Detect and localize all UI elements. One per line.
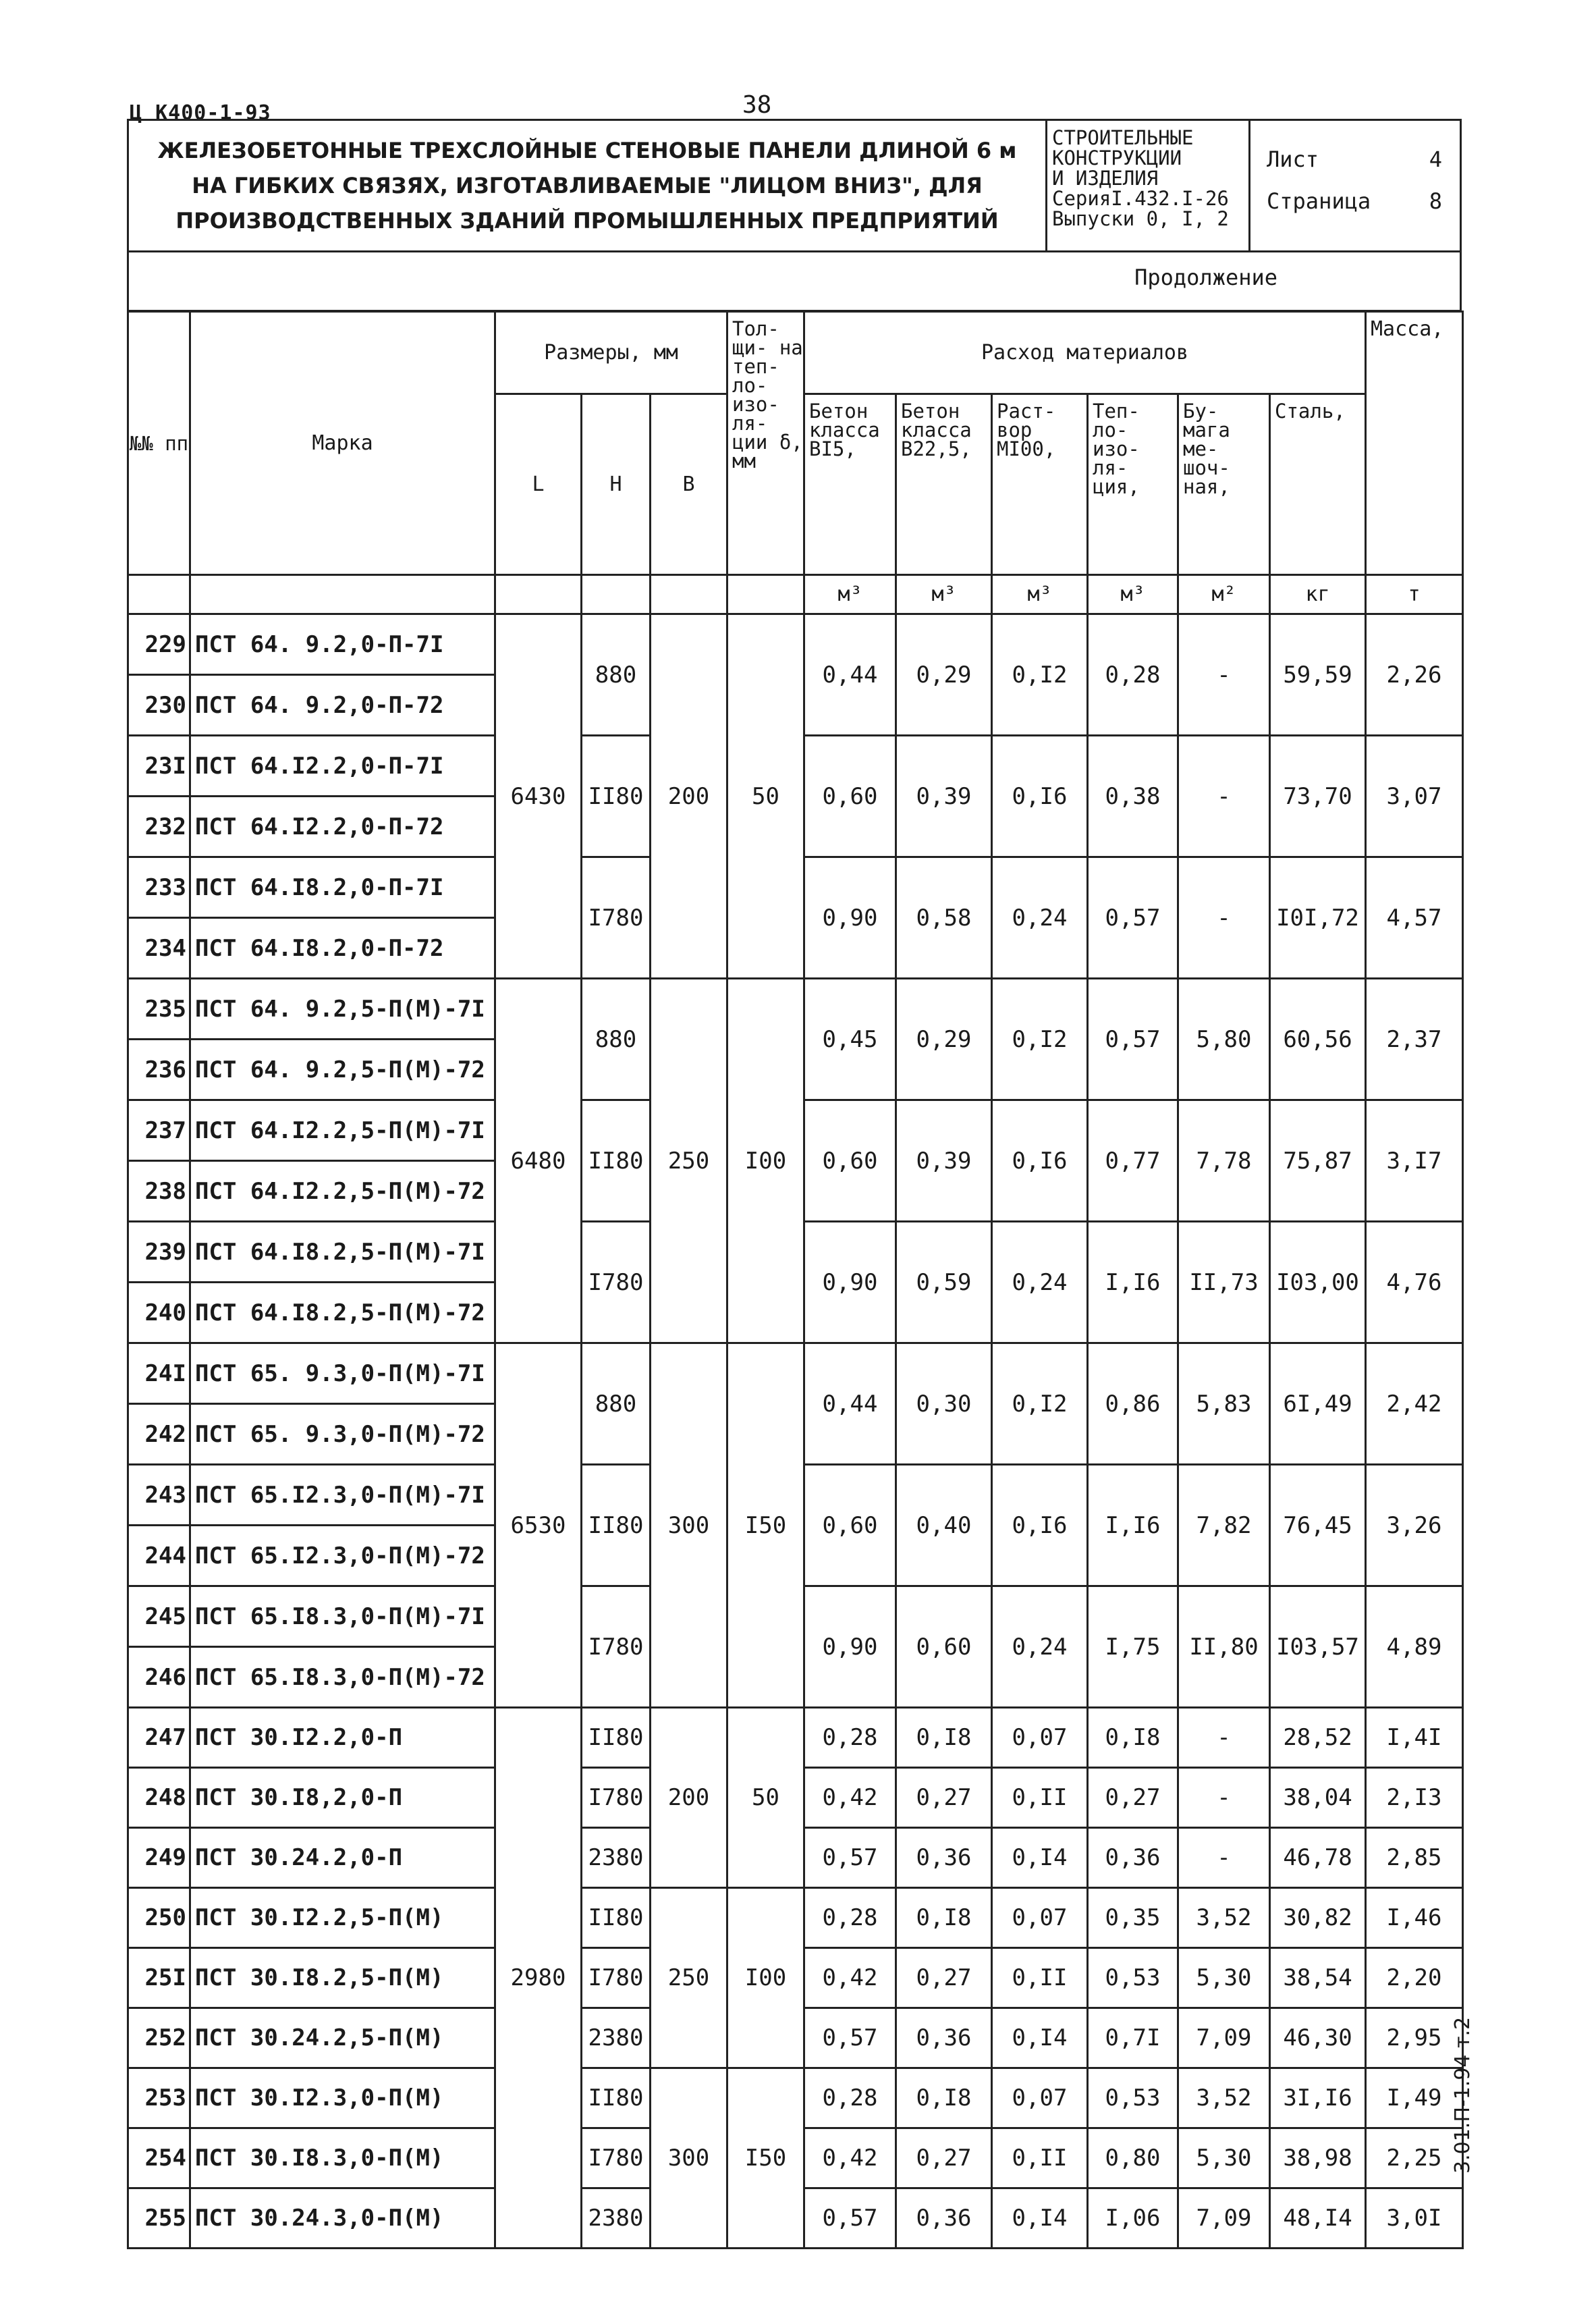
mass: 3,0I bbox=[1366, 2188, 1463, 2249]
header-paper: Бу- мага ме- шоч- ная, bbox=[1178, 394, 1270, 575]
insulation: I,I6 bbox=[1088, 1222, 1178, 1343]
row-number: 25I bbox=[128, 1948, 190, 2008]
mass: I,4I bbox=[1366, 1708, 1463, 1768]
steel: I0I,72 bbox=[1270, 857, 1366, 979]
row-number: 242 bbox=[128, 1404, 190, 1465]
mass: 2,26 bbox=[1366, 614, 1463, 736]
row-mark: ПСТ 30.24.2,5-П(М) bbox=[190, 2008, 495, 2068]
unit-m3: м³ bbox=[992, 575, 1088, 614]
row-mark: ПСТ 30.I2.2,0-П bbox=[190, 1708, 495, 1768]
insulation: 0,27 bbox=[1088, 1768, 1178, 1828]
mortar: 0,24 bbox=[992, 1222, 1088, 1343]
insulation: 0,80 bbox=[1088, 2128, 1178, 2188]
width-B: 200 bbox=[651, 1708, 727, 1888]
steel: 46,30 bbox=[1270, 2008, 1366, 2068]
mass: 3,26 bbox=[1366, 1465, 1463, 1586]
header-mass: Масса, bbox=[1366, 312, 1463, 575]
paper: - bbox=[1178, 736, 1270, 857]
row-mark: ПСТ 64.I2.2,5-П(М)-7I bbox=[190, 1100, 495, 1161]
mass: 3,I7 bbox=[1366, 1100, 1463, 1222]
length-L: 6430 bbox=[495, 614, 582, 979]
title-block bbox=[127, 119, 1462, 252]
row-mark: ПСТ 65. 9.3,0-П(М)-72 bbox=[190, 1404, 495, 1465]
length-L: 2980 bbox=[495, 1708, 582, 2249]
document-code: Ц К400-1-93 bbox=[130, 101, 271, 125]
row-number: 245 bbox=[128, 1586, 190, 1647]
steel: 38,98 bbox=[1270, 2128, 1366, 2188]
height-H: I780 bbox=[582, 2128, 651, 2188]
height-H: 2380 bbox=[582, 2188, 651, 2249]
steel: 28,52 bbox=[1270, 1708, 1366, 1768]
mass: I,46 bbox=[1366, 1888, 1463, 1948]
page-value: 8 bbox=[1429, 188, 1442, 214]
concrete-b22: 0,27 bbox=[896, 1948, 992, 2008]
height-H: 2380 bbox=[582, 2008, 651, 2068]
paper: 7,09 bbox=[1178, 2008, 1270, 2068]
continuation-bar bbox=[127, 251, 1462, 312]
row-number: 24I bbox=[128, 1343, 190, 1404]
insulation: 0,57 bbox=[1088, 979, 1178, 1100]
paper: - bbox=[1178, 1828, 1270, 1888]
concrete-b22: 0,36 bbox=[896, 2188, 992, 2249]
side-code: 3.01.П-1.94 т.2 bbox=[1451, 2016, 1475, 2174]
height-H: I780 bbox=[582, 857, 651, 979]
series-line: И ИЗДЕЛИЯ bbox=[1052, 167, 1159, 190]
row-mark: ПСТ 30.I8,2,0-П bbox=[190, 1768, 495, 1828]
concrete-b15: 0,45 bbox=[804, 979, 896, 1100]
mortar: 0,I4 bbox=[992, 2008, 1088, 2068]
mass: 4,76 bbox=[1366, 1222, 1463, 1343]
row-mark: ПСТ 30.24.2,0-П bbox=[190, 1828, 495, 1888]
mass: I,49 bbox=[1366, 2068, 1463, 2128]
insulation: 0,36 bbox=[1088, 1828, 1178, 1888]
row-number: 232 bbox=[128, 797, 190, 857]
row-number: 234 bbox=[128, 918, 190, 979]
concrete-b15: 0,57 bbox=[804, 2188, 896, 2249]
steel: 75,87 bbox=[1270, 1100, 1366, 1222]
paper: - bbox=[1178, 1768, 1270, 1828]
paper: 7,82 bbox=[1178, 1465, 1270, 1586]
paper: - bbox=[1178, 614, 1270, 736]
row-number: 253 bbox=[128, 2068, 190, 2128]
length-L: 6530 bbox=[495, 1343, 582, 1708]
row-mark: ПСТ 64. 9.2,5-П(М)-72 bbox=[190, 1040, 495, 1100]
row-number: 252 bbox=[128, 2008, 190, 2068]
row-mark: ПСТ 30.I8.2,5-П(М) bbox=[190, 1948, 495, 2008]
concrete-b15: 0,44 bbox=[804, 1343, 896, 1465]
header-mortar: Раст- вор MI00, bbox=[992, 394, 1088, 575]
mass: 4,57 bbox=[1366, 857, 1463, 979]
insulation: 0,53 bbox=[1088, 2068, 1178, 2128]
insulation: 0,7I bbox=[1088, 2008, 1178, 2068]
steel: 3I,I6 bbox=[1270, 2068, 1366, 2128]
materials-table bbox=[127, 311, 1464, 2249]
series-line: СерияI.432.I-26 bbox=[1052, 187, 1229, 210]
width-B: 250 bbox=[651, 979, 727, 1343]
row-mark: ПСТ 64.I8.2,5-П(М)-7I bbox=[190, 1222, 495, 1283]
series-line: Выпуски 0, I, 2 bbox=[1052, 207, 1229, 230]
insulation-thickness: I50 bbox=[727, 1343, 804, 1708]
concrete-b22: 0,40 bbox=[896, 1465, 992, 1586]
insulation: I,I6 bbox=[1088, 1465, 1178, 1586]
mortar: 0,I6 bbox=[992, 1465, 1088, 1586]
concrete-b15: 0,90 bbox=[804, 857, 896, 979]
concrete-b22: 0,60 bbox=[896, 1586, 992, 1708]
concrete-b22: 0,I8 bbox=[896, 1708, 992, 1768]
insulation-thickness: I00 bbox=[727, 1888, 804, 2068]
height-H: II80 bbox=[582, 1100, 651, 1222]
mortar: 0,II bbox=[992, 1948, 1088, 2008]
concrete-b15: 0,28 bbox=[804, 1708, 896, 1768]
width-B: 200 bbox=[651, 614, 727, 979]
height-H: II80 bbox=[582, 1888, 651, 1948]
height-H: I780 bbox=[582, 1586, 651, 1708]
document-title bbox=[129, 121, 1047, 250]
header-materials: Расход материалов bbox=[804, 312, 1366, 394]
concrete-b15: 0,28 bbox=[804, 2068, 896, 2128]
row-mark: ПСТ 64. 9.2,0-П-72 bbox=[190, 675, 495, 736]
unit-empty bbox=[190, 575, 495, 614]
header-mark: Марка bbox=[190, 312, 495, 575]
paper: 5,83 bbox=[1178, 1343, 1270, 1465]
title-line: НА ГИБКИХ СВЯЗЯХ, ИЗГОТАВЛИВАЕМЫЕ "ЛИЦОМ ВНИЗ", ДЛЯ bbox=[192, 173, 983, 198]
table-row bbox=[128, 2068, 1463, 2128]
concrete-b15: 0,90 bbox=[804, 1586, 896, 1708]
row-number: 248 bbox=[128, 1768, 190, 1828]
unit-t: т bbox=[1366, 575, 1463, 614]
paper: 7,09 bbox=[1178, 2188, 1270, 2249]
steel: I03,57 bbox=[1270, 1586, 1366, 1708]
insulation-thickness: 50 bbox=[727, 1708, 804, 1888]
row-mark: ПСТ 30.I2.2,5-П(М) bbox=[190, 1888, 495, 1948]
row-number: 250 bbox=[128, 1888, 190, 1948]
paper: 7,78 bbox=[1178, 1100, 1270, 1222]
paper: II,73 bbox=[1178, 1222, 1270, 1343]
header-thickness: Тол- щи- на теп- ло- изо- ля- ции δ, мм bbox=[727, 312, 804, 575]
sheet-value: 4 bbox=[1429, 146, 1442, 172]
unit-empty bbox=[727, 575, 804, 614]
steel: 46,78 bbox=[1270, 1828, 1366, 1888]
steel: 59,59 bbox=[1270, 614, 1366, 736]
row-mark: ПСТ 64. 9.2,0-П-7I bbox=[190, 614, 495, 675]
steel: 76,45 bbox=[1270, 1465, 1366, 1586]
unit-m2: м² bbox=[1178, 575, 1270, 614]
mass: 3,07 bbox=[1366, 736, 1463, 857]
height-H: 880 bbox=[582, 614, 651, 736]
mortar: 0,07 bbox=[992, 1708, 1088, 1768]
mortar: 0,II bbox=[992, 1768, 1088, 1828]
concrete-b15: 0,90 bbox=[804, 1222, 896, 1343]
paper: II,80 bbox=[1178, 1586, 1270, 1708]
header-H: H bbox=[582, 394, 651, 575]
steel: 38,54 bbox=[1270, 1948, 1366, 2008]
header-concrete-b15: Бетон класса BI5, bbox=[804, 394, 896, 575]
row-number: 238 bbox=[128, 1161, 190, 1222]
table-body bbox=[128, 614, 1463, 2249]
mortar: 0,24 bbox=[992, 1586, 1088, 1708]
insulation: I,06 bbox=[1088, 2188, 1178, 2249]
steel: 6I,49 bbox=[1270, 1343, 1366, 1465]
height-H: I780 bbox=[582, 1222, 651, 1343]
steel: 38,04 bbox=[1270, 1768, 1366, 1828]
mass: 2,95 bbox=[1366, 2008, 1463, 2068]
mass: 2,25 bbox=[1366, 2128, 1463, 2188]
table-row bbox=[128, 1343, 1463, 1404]
insulation-thickness: I00 bbox=[727, 979, 804, 1343]
sheet-label: Лист bbox=[1267, 146, 1319, 172]
steel: I03,00 bbox=[1270, 1222, 1366, 1343]
row-mark: ПСТ 30.24.3,0-П(М) bbox=[190, 2188, 495, 2249]
concrete-b22: 0,39 bbox=[896, 736, 992, 857]
mortar: 0,24 bbox=[992, 857, 1088, 979]
concrete-b22: 0,30 bbox=[896, 1343, 992, 1465]
insulation: 0,38 bbox=[1088, 736, 1178, 857]
paper: 5,30 bbox=[1178, 1948, 1270, 2008]
insulation: 0,28 bbox=[1088, 614, 1178, 736]
table-row bbox=[128, 614, 1463, 675]
row-number: 244 bbox=[128, 1526, 190, 1586]
row-number: 240 bbox=[128, 1283, 190, 1343]
mortar: 0,I6 bbox=[992, 736, 1088, 857]
row-number: 229 bbox=[128, 614, 190, 675]
height-H: II80 bbox=[582, 1708, 651, 1768]
series-info bbox=[1048, 121, 1250, 250]
row-number: 233 bbox=[128, 857, 190, 918]
row-number: 236 bbox=[128, 1040, 190, 1100]
concrete-b22: 0,58 bbox=[896, 857, 992, 979]
row-number: 235 bbox=[128, 979, 190, 1040]
mortar: 0,07 bbox=[992, 2068, 1088, 2128]
concrete-b22: 0,36 bbox=[896, 1828, 992, 1888]
length-L: 6480 bbox=[495, 979, 582, 1343]
row-number: 255 bbox=[128, 2188, 190, 2249]
row-mark: ПСТ 65. 9.3,0-П(М)-7I bbox=[190, 1343, 495, 1404]
row-mark: ПСТ 64.I2.2,0-П-7I bbox=[190, 736, 495, 797]
row-mark: ПСТ 65.I8.3,0-П(М)-72 bbox=[190, 1647, 495, 1708]
mortar: 0,II bbox=[992, 2128, 1088, 2188]
insulation: 0,57 bbox=[1088, 857, 1178, 979]
height-H: II80 bbox=[582, 1465, 651, 1586]
mortar: 0,I4 bbox=[992, 1828, 1088, 1888]
series-line: КОНСТРУКЦИИ bbox=[1052, 146, 1182, 169]
height-H: I780 bbox=[582, 1768, 651, 1828]
row-number: 239 bbox=[128, 1222, 190, 1283]
table-row bbox=[128, 1708, 1463, 1768]
unit-empty bbox=[495, 575, 582, 614]
page-number: 38 bbox=[742, 91, 772, 119]
mass: 2,85 bbox=[1366, 1828, 1463, 1888]
concrete-b15: 0,28 bbox=[804, 1888, 896, 1948]
concrete-b15: 0,44 bbox=[804, 614, 896, 736]
height-H: II80 bbox=[582, 736, 651, 857]
unit-m3: м³ bbox=[896, 575, 992, 614]
concrete-b15: 0,42 bbox=[804, 1948, 896, 2008]
insulation: 0,77 bbox=[1088, 1100, 1178, 1222]
row-number: 247 bbox=[128, 1708, 190, 1768]
insulation: 0,86 bbox=[1088, 1343, 1178, 1465]
unit-m3: м³ bbox=[804, 575, 896, 614]
header-num: №№ пп bbox=[128, 312, 190, 575]
unit-empty bbox=[651, 575, 727, 614]
mortar: 0,I4 bbox=[992, 2188, 1088, 2249]
mass: 4,89 bbox=[1366, 1586, 1463, 1708]
insulation: 0,35 bbox=[1088, 1888, 1178, 1948]
steel: 60,56 bbox=[1270, 979, 1366, 1100]
paper: 3,52 bbox=[1178, 2068, 1270, 2128]
concrete-b15: 0,57 bbox=[804, 1828, 896, 1888]
height-H: 880 bbox=[582, 1343, 651, 1465]
series-line: СТРОИТЕЛЬНЫЕ bbox=[1052, 126, 1194, 149]
steel: 30,82 bbox=[1270, 1888, 1366, 1948]
concrete-b22: 0,27 bbox=[896, 1768, 992, 1828]
height-H: 2380 bbox=[582, 1828, 651, 1888]
concrete-b15: 0,60 bbox=[804, 1100, 896, 1222]
row-mark: ПСТ 65.I2.3,0-П(М)-7I bbox=[190, 1465, 495, 1526]
mass: 2,37 bbox=[1366, 979, 1463, 1100]
unit-empty bbox=[582, 575, 651, 614]
concrete-b15: 0,57 bbox=[804, 2008, 896, 2068]
width-B: 250 bbox=[651, 1888, 727, 2068]
paper: 5,30 bbox=[1178, 2128, 1270, 2188]
mortar: 0,07 bbox=[992, 1888, 1088, 1948]
mass: 2,I3 bbox=[1366, 1768, 1463, 1828]
sheet-info bbox=[1253, 121, 1456, 250]
table-row bbox=[128, 1888, 1463, 1948]
title-line: ЖЕЛЕЗОБЕТОННЫЕ ТРЕХСЛОЙНЫЕ СТЕНОВЫЕ ПАНЕЛИ ДЛИНОЙ 6 м bbox=[157, 138, 1017, 163]
concrete-b22: 0,I8 bbox=[896, 2068, 992, 2128]
width-B: 300 bbox=[651, 2068, 727, 2249]
row-mark: ПСТ 64.I8.2,0-П-72 bbox=[190, 918, 495, 979]
header-insulation: Теп- ло- изо- ля- ция, bbox=[1088, 394, 1178, 575]
unit-kg: кг bbox=[1270, 575, 1366, 614]
concrete-b15: 0,60 bbox=[804, 736, 896, 857]
row-mark: ПСТ 65.I2.3,0-П(М)-72 bbox=[190, 1526, 495, 1586]
row-number: 254 bbox=[128, 2128, 190, 2188]
row-mark: ПСТ 64.I2.2,0-П-72 bbox=[190, 797, 495, 857]
row-mark: ПСТ 64.I8.2,0-П-7I bbox=[190, 857, 495, 918]
paper: 5,80 bbox=[1178, 979, 1270, 1100]
insulation-thickness: 50 bbox=[727, 614, 804, 979]
concrete-b22: 0,I8 bbox=[896, 1888, 992, 1948]
concrete-b15: 0,42 bbox=[804, 1768, 896, 1828]
steel: 73,70 bbox=[1270, 736, 1366, 857]
height-H: 880 bbox=[582, 979, 651, 1100]
steel: 48,I4 bbox=[1270, 2188, 1366, 2249]
row-number: 243 bbox=[128, 1465, 190, 1526]
row-mark: ПСТ 64.I8.2,5-П(М)-72 bbox=[190, 1283, 495, 1343]
concrete-b22: 0,39 bbox=[896, 1100, 992, 1222]
row-mark: ПСТ 65.I8.3,0-П(М)-7I bbox=[190, 1586, 495, 1647]
row-mark: ПСТ 64.I2.2,5-П(М)-72 bbox=[190, 1161, 495, 1222]
height-H: II80 bbox=[582, 2068, 651, 2128]
row-number: 23I bbox=[128, 736, 190, 797]
header-steel: Сталь, bbox=[1270, 394, 1366, 575]
paper: - bbox=[1178, 857, 1270, 979]
row-mark: ПСТ 30.I8.3,0-П(М) bbox=[190, 2128, 495, 2188]
mortar: 0,I2 bbox=[992, 614, 1088, 736]
concrete-b22: 0,59 bbox=[896, 1222, 992, 1343]
continuation-label: Продолжение bbox=[1134, 265, 1277, 290]
concrete-b22: 0,36 bbox=[896, 2008, 992, 2068]
paper: 3,52 bbox=[1178, 1888, 1270, 1948]
concrete-b22: 0,29 bbox=[896, 614, 992, 736]
row-number: 249 bbox=[128, 1828, 190, 1888]
row-mark: ПСТ 64. 9.2,5-П(М)-7I bbox=[190, 979, 495, 1040]
header-sizes: Размеры, мм bbox=[495, 312, 727, 394]
row-number: 237 bbox=[128, 1100, 190, 1161]
table-row bbox=[128, 979, 1463, 1040]
mass: 2,20 bbox=[1366, 1948, 1463, 2008]
row-mark: ПСТ 30.I2.3,0-П(М) bbox=[190, 2068, 495, 2128]
insulation: 0,53 bbox=[1088, 1948, 1178, 2008]
height-H: I780 bbox=[582, 1948, 651, 2008]
header-L: L bbox=[495, 394, 582, 575]
insulation: 0,I8 bbox=[1088, 1708, 1178, 1768]
unit-empty bbox=[128, 575, 190, 614]
title-line: ПРОИЗВОДСТВЕННЫХ ЗДАНИЙ ПРОМЫШЛЕННЫХ ПРЕДПРИЯТИЙ bbox=[175, 208, 999, 234]
row-number: 246 bbox=[128, 1647, 190, 1708]
insulation-thickness: I50 bbox=[727, 2068, 804, 2249]
paper: - bbox=[1178, 1708, 1270, 1768]
mass: 2,42 bbox=[1366, 1343, 1463, 1465]
row-number: 230 bbox=[128, 675, 190, 736]
unit-m3: м³ bbox=[1088, 575, 1178, 614]
mortar: 0,I6 bbox=[992, 1100, 1088, 1222]
concrete-b15: 0,42 bbox=[804, 2128, 896, 2188]
concrete-b15: 0,60 bbox=[804, 1465, 896, 1586]
mortar: 0,I2 bbox=[992, 1343, 1088, 1465]
concrete-b22: 0,27 bbox=[896, 2128, 992, 2188]
width-B: 300 bbox=[651, 1343, 727, 1708]
header-concrete-b22: Бетон класса B22,5, bbox=[896, 394, 992, 575]
page-label: Страница bbox=[1267, 188, 1371, 214]
insulation: I,75 bbox=[1088, 1586, 1178, 1708]
header-B: B bbox=[651, 394, 727, 575]
concrete-b22: 0,29 bbox=[896, 979, 992, 1100]
mortar: 0,I2 bbox=[992, 979, 1088, 1100]
